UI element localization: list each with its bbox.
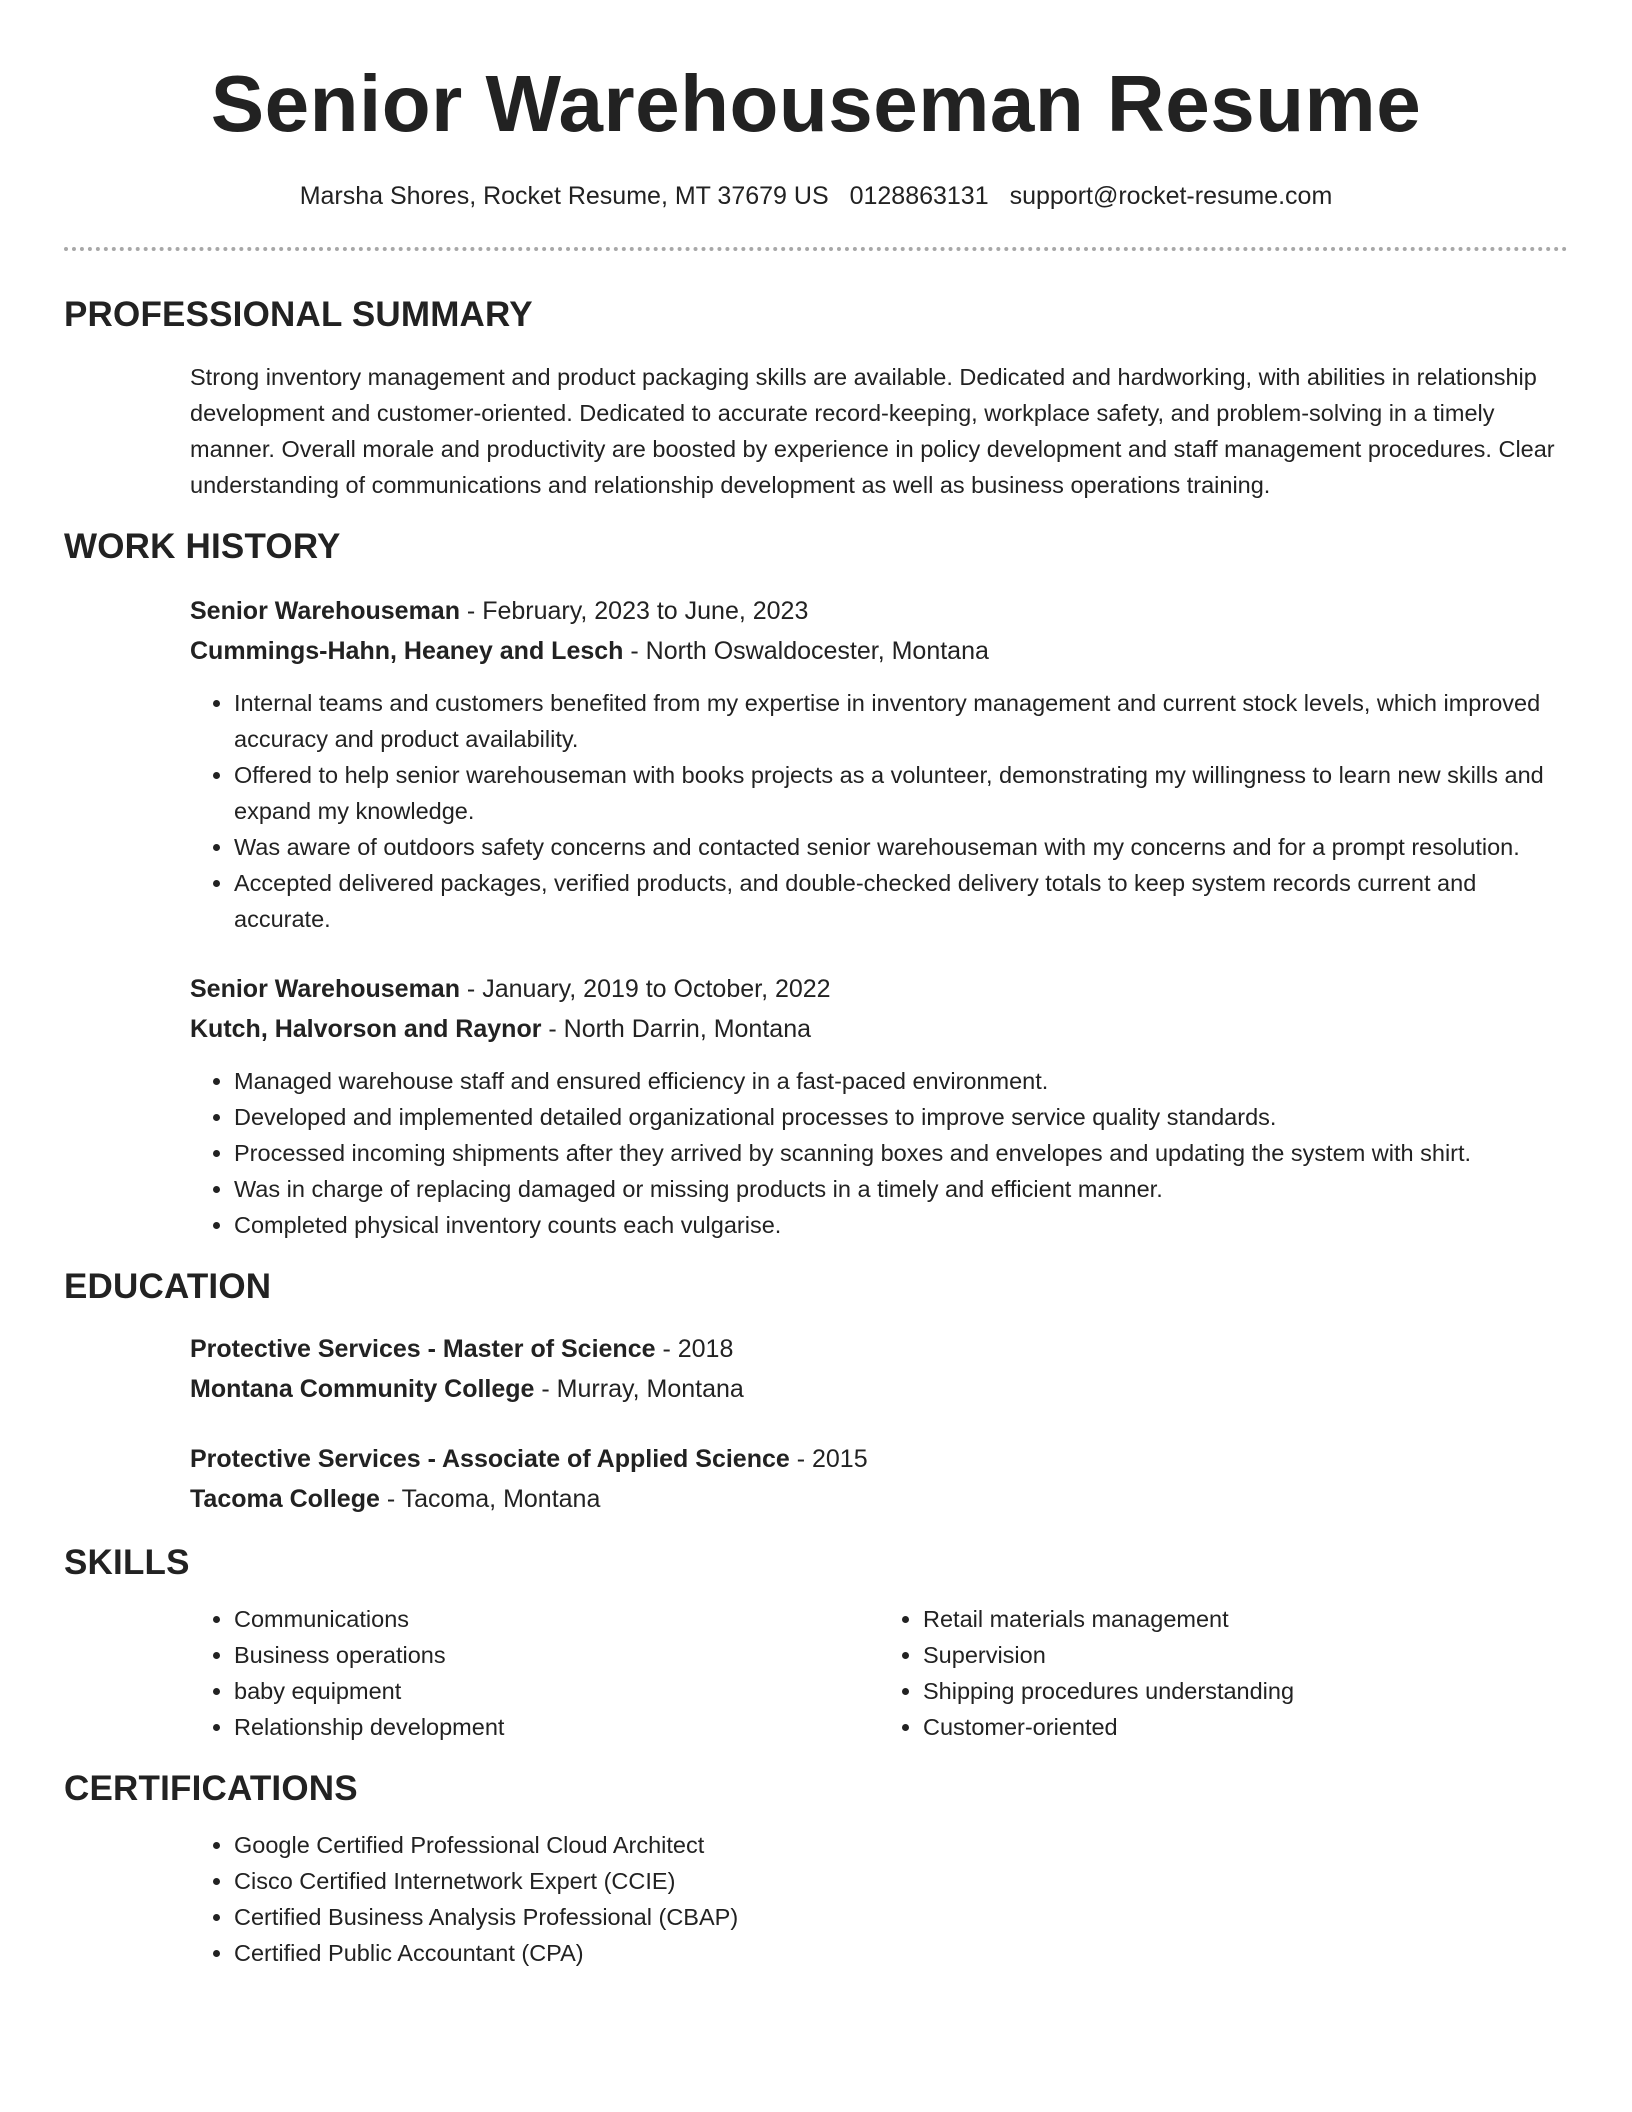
job-location: - North Darrin, Montana — [541, 1015, 811, 1043]
education-school: Montana Community College — [190, 1375, 535, 1403]
contact-line — [64, 182, 1568, 211]
job-bullet: • Completed physical inventory counts each vulgarise. — [234, 1207, 1568, 1243]
job-dates: - February, 2023 to June, 2023 — [459, 597, 809, 625]
education-year: - 2018 — [655, 1335, 734, 1363]
job-bullet: • Accepted delivered packages, verified products, and double-checked delivery totals to keep system records current and accurate. — [234, 865, 1568, 937]
skills-columns — [190, 1601, 1568, 1745]
job-location: - North Oswaldocester, Montana — [623, 637, 989, 665]
header-divider — [64, 247, 1568, 251]
job-company-line — [190, 1009, 1568, 1049]
job-company: Cummings-Hahn, Heaney and Lesch — [190, 637, 624, 665]
skill-item: • Communications — [234, 1601, 879, 1637]
job-entry — [190, 591, 1568, 937]
skill-item: • Customer-oriented — [923, 1709, 1568, 1745]
skills-heading: SKILLS — [64, 1543, 190, 1582]
education-year: - 2015 — [789, 1445, 868, 1473]
job-bullets — [190, 685, 1568, 937]
certifications-block — [190, 1827, 1568, 1971]
job-title-line — [190, 969, 1568, 1009]
job-title: Senior Warehouseman — [190, 597, 460, 625]
resume-title: Senior Warehouseman Resume — [210, 59, 1422, 148]
education-degree: Protective Services - Master of Science — [190, 1335, 656, 1363]
job-company-line — [190, 631, 1568, 671]
summary-heading: PROFESSIONAL SUMMARY — [64, 295, 533, 334]
education-location: - Tacoma, Montana — [379, 1485, 601, 1513]
job-dates: - January, 2019 to October, 2022 — [459, 975, 831, 1003]
job-company: Kutch, Halvorson and Raynor — [190, 1015, 542, 1043]
certifications-heading: CERTIFICATIONS — [64, 1769, 358, 1808]
job-bullet: • Internal teams and customers benefited from my expertise in inventory management and current stock levels, which improved accuracy and product availability. — [234, 685, 1568, 757]
education-degree-line — [190, 1439, 1568, 1479]
job-title-line — [190, 591, 1568, 631]
job-bullet: • Was in charge of replacing damaged or missing products in a timely and efficient manner. — [234, 1171, 1568, 1207]
work-history-heading: WORK HISTORY — [64, 527, 341, 566]
job-bullet: • Was aware of outdoors safety concerns and contacted senior warehouseman with my concerns and for a prompt resolution. — [234, 829, 1568, 865]
education-heading: EDUCATION — [64, 1267, 272, 1306]
skill-item: • Retail materials management — [923, 1601, 1568, 1637]
education-school-line — [190, 1479, 1568, 1519]
job-bullet: • Offered to help senior warehouseman with books projects as a volunteer, demonstrating my willingness to learn new skills and expand my knowledge. — [234, 757, 1568, 829]
certification-item: • Cisco Certified Internetwork Expert (CCIE) — [234, 1863, 1568, 1899]
summary-text: Strong inventory management and product packaging skills are available. Dedicated and hardworking, with abilities in relationship development and customer-oriented. Dedicated to accurate record-keeping, workplace safety, and problem-solving in a timely manner. Overall morale and productivity are boosted by experience in policy development and staff management procedures. Clear understanding of communications and relationship development as well as business operations training. — [190, 364, 1555, 498]
certifications-list — [190, 1827, 1568, 1971]
skills-list-left — [190, 1601, 879, 1745]
job-title: Senior Warehouseman — [190, 975, 460, 1003]
certification-item: • Google Certified Professional Cloud Architect — [234, 1827, 1568, 1863]
education-degree: Protective Services - Associate of Applied Science — [190, 1445, 790, 1473]
job-entry — [190, 969, 1568, 1243]
education-entry — [190, 1439, 1568, 1519]
skill-item: • Relationship development — [234, 1709, 879, 1745]
contact-address: Marsha Shores, Rocket Resume, MT 37679 US — [299, 182, 829, 210]
job-bullet: • Managed warehouse staff and ensured efficiency in a fast-paced environment. — [234, 1063, 1568, 1099]
skill-item: • Business operations — [234, 1637, 879, 1673]
education-location: - Murray, Montana — [534, 1375, 744, 1403]
skill-item: • Supervision — [923, 1637, 1568, 1673]
skill-item: • Shipping procedures understanding — [923, 1673, 1568, 1709]
certification-item: • Certified Business Analysis Professional (CBAP) — [234, 1899, 1568, 1935]
education-school: Tacoma College — [190, 1485, 380, 1513]
skill-item: • baby equipment — [234, 1673, 879, 1709]
job-bullet: • Processed incoming shipments after they arrived by scanning boxes and envelopes and updating the system with shirt. — [234, 1135, 1568, 1171]
education-school-line — [190, 1369, 1568, 1409]
job-bullets — [190, 1063, 1568, 1243]
skills-list-right — [879, 1601, 1568, 1745]
contact-email: support@rocket-resume.com — [1009, 182, 1333, 210]
certification-item: • Certified Public Accountant (CPA) — [234, 1935, 1568, 1971]
contact-phone: 0128863131 — [849, 182, 989, 210]
job-bullet: • Developed and implemented detailed organizational processes to improve service quality standards. — [234, 1099, 1568, 1135]
education-entry — [190, 1329, 1568, 1409]
education-degree-line — [190, 1329, 1568, 1369]
